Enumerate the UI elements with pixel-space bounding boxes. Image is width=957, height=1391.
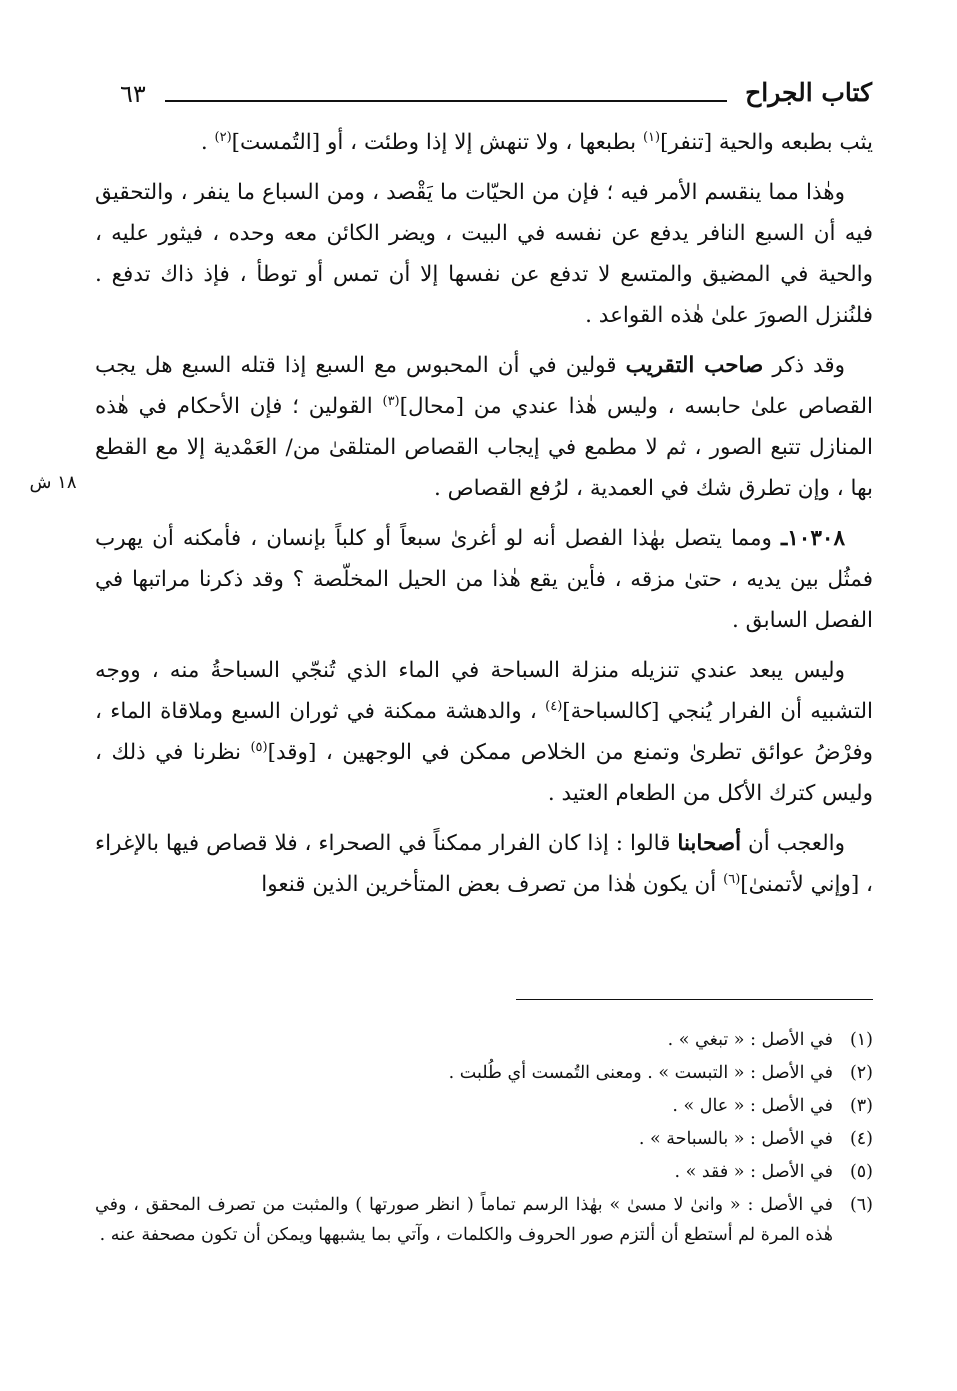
footnote-rule — [516, 999, 873, 1000]
text-run: قالوا : إذا كان الفرار ممكناً في الصحراء ، فلا قصاص فيها بالإغراء ، [وإني لأتمنىٰ] — [95, 831, 873, 897]
text-run: أن يكون هٰذا من تصرف بعض المتأخرين الذين قنعوا — [261, 872, 724, 897]
footnote-text: في الأصل : « وانىٰ لا مسىٰ » بهٰذا الرسم تماماً ( انظر صورتها ) والمثبت من تصرف المحقق ، وفي هٰذه المرة لم أستطع أن ألتزم صور الحروف والكلمات ، وآتي بما يشبهها ويمكن أن تكون مصحفة عنه . — [95, 1195, 833, 1245]
footnote — [95, 1058, 873, 1088]
bold-term: أصحابنا — [677, 831, 742, 856]
footnote-ref: (٣) — [382, 393, 400, 409]
text-run: يثب بطبعه والحية [تنفر] — [660, 130, 873, 155]
header-rule — [165, 100, 727, 102]
text-run: ، والدهشة ممكنة في ثوران السبع وملاقاة الماء ، وفرْضُ عوائق تطرىٰ وتمنع من الخلاص ممكن في الوجهين ، [وقد] — [95, 699, 873, 765]
footnote-ref: (١) — [642, 129, 661, 145]
text-run: ومما يتصل بهٰذا الفصل أنه لو أغرىٰ سبعاً أو كلباً بإنسان ، فأمكنه أن يهرب فمثُل بين يديه ، حتىٰ مزقه ، فأين يقع هٰذا من الحيل المخلّصة ؟ وقد ذكرنا مراتبها في الفصل السابق . — [95, 526, 873, 633]
footnote-ref: (٢) — [214, 129, 232, 145]
running-title: كتاب الجراح — [745, 78, 872, 107]
text-run: القولين ؛ فإن الأحكام في هٰذه المنازل تتبع الصور ، ثم لا مطمع في إيجاب القصاص المتلقىٰ من/ العَمْدية إلا مع القطع بها ، وإن تطرق شك في العمدية ، لرُفع القصاص . — [95, 394, 873, 501]
footnote-text: في الأصل : « عال » . — [672, 1096, 833, 1116]
footnote-number: (٤) — [849, 1129, 873, 1149]
text-run: نظرنا في ذلك ، وليس كترك الأكل من الطعام العتيد . — [95, 740, 873, 806]
paragraph-6 — [95, 823, 873, 905]
text-run: بطبعها ، ولا تنهش إلا إذا وطئت ، أو [التُمست] — [231, 130, 643, 155]
bold-term: صاحب التقريب — [625, 353, 764, 378]
footnote — [95, 1124, 873, 1154]
paragraph-5 — [95, 650, 873, 814]
footnote — [95, 1157, 873, 1187]
text-run: وليس يبعد عندي تنزيله منزلة السباحة في الماء الذي تُنجّي السباحةُ منه ، ووجه التشبيه أن الفرار يُنجي [كالسباحة] — [95, 658, 873, 724]
text-run: والعجب أن — [741, 831, 845, 856]
footnote-ref: (٤) — [545, 698, 563, 714]
text-run: وهٰذا مما ينقسم الأمر فيه ؛ فإن من الحيّات ما يَقْصد ، ومن السباع ما ينفر ، والتحقيق فيه أن السبع النافر يدفع عن نفسه في البيت ، ويضر الكائن معه وحده ، فيثور عليه ، والحية في المضيق والمتسع لا تدفع عن نفسها إلا أن تمس أو توطأ ، فإذ ذاك تدفع . فلنُنزل الصورَ علىٰ هٰذه القواعد . — [95, 180, 873, 328]
footnote-number: (١) — [849, 1030, 873, 1050]
footnote-text: في الأصل : « بالسباحة » . — [638, 1129, 833, 1149]
section-number: ١٠٣٠٨ـ — [780, 526, 845, 551]
footnote — [95, 1025, 873, 1055]
footnote-text: في الأصل : « فقد » . — [674, 1162, 833, 1182]
text-run: . — [200, 130, 215, 155]
paragraph-2 — [95, 172, 873, 336]
footnote-text: في الأصل : « تبغي » . — [667, 1030, 833, 1050]
footnote — [95, 1091, 873, 1121]
footnote-number: (٣) — [849, 1096, 873, 1116]
text-run: وقد ذكر — [763, 353, 845, 378]
paragraph-1 — [95, 122, 873, 163]
page-number: ٦٣ — [120, 80, 146, 108]
footnote-number: (٦) — [849, 1195, 873, 1215]
footnote-text: في الأصل : « التبست » . ومعنى التُمست أي طُلبت . — [448, 1063, 833, 1083]
footnote — [95, 1190, 873, 1250]
footnote-ref: (٦) — [723, 871, 741, 887]
footnote-number: (٢) — [849, 1063, 873, 1083]
footnotes — [95, 1025, 873, 1253]
footnote-ref: (٥) — [250, 739, 268, 755]
main-text — [95, 122, 873, 914]
margin-note: ١٨ ش — [29, 472, 77, 493]
paragraph-3 — [95, 345, 873, 509]
page-header — [120, 78, 872, 118]
footnote-number: (٥) — [849, 1162, 873, 1182]
text-run: قولين في أن المحبوس مع السبع إذا قتله السبع هل يجب القصاص علىٰ حابسه ، وليس هٰذا عندي من [محال] — [95, 353, 873, 419]
paragraph-4 — [95, 518, 873, 641]
